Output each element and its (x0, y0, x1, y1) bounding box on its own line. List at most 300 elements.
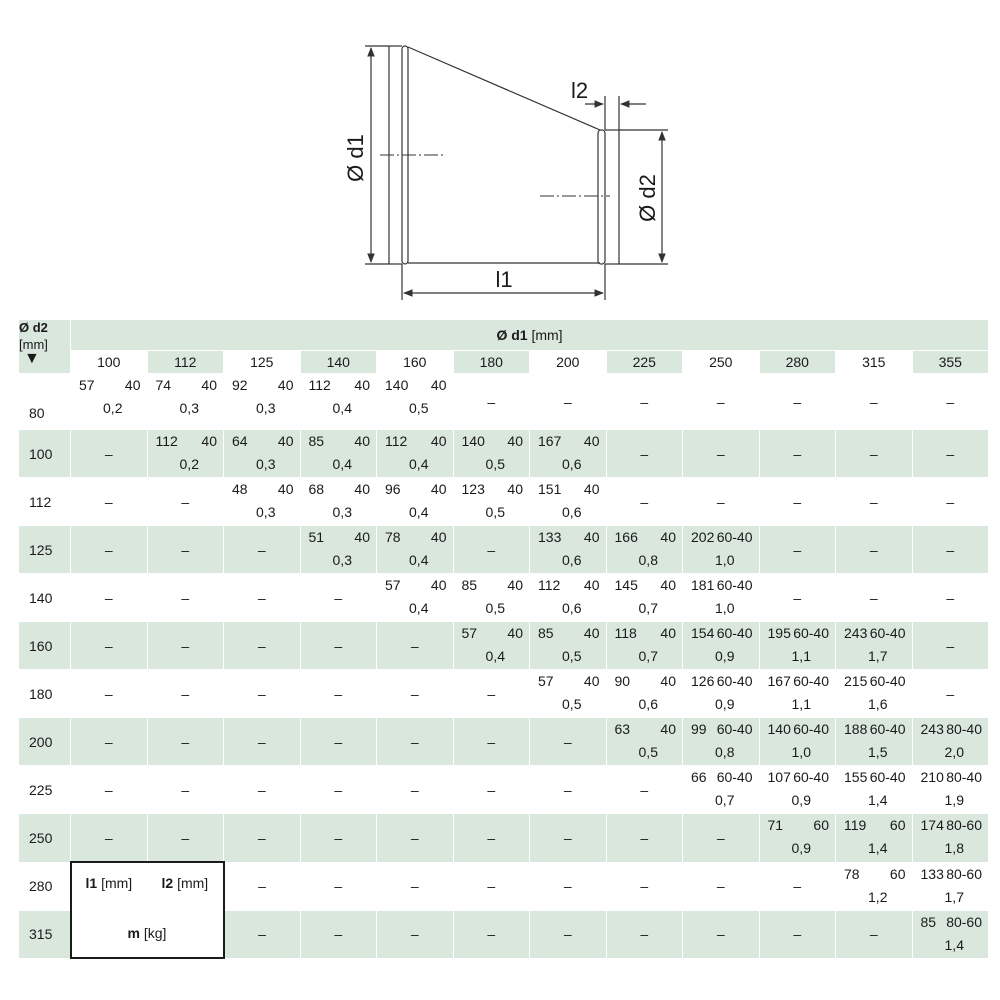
table-row (19, 374, 989, 430)
empty-cell: – (606, 910, 683, 958)
table-row (19, 862, 989, 910)
down-arrow-icon: ▼ (24, 350, 40, 367)
d2-row-label: 160 (19, 622, 71, 670)
d2-row-label: 315 (19, 910, 71, 958)
mass-value: 0,8 (638, 552, 658, 568)
empty-cell: – (683, 910, 760, 958)
l2-value: 60-40 (869, 625, 906, 641)
l2-value: 40 (430, 377, 447, 393)
d1-column-header: 112 (147, 351, 224, 374)
l1-value: 57 (385, 577, 401, 593)
legend-m: m [kg] (127, 925, 167, 941)
empty-cell: – (836, 430, 913, 478)
dimension-cell (759, 670, 836, 718)
table-row (19, 574, 989, 622)
empty-cell: – (606, 814, 683, 863)
dimension-cell (300, 478, 377, 526)
empty-cell: – (453, 910, 530, 958)
empty-cell: – (71, 430, 148, 478)
l1-value: 140 (385, 377, 409, 393)
mass-value: 0,6 (562, 504, 582, 520)
l2-value: 40 (507, 625, 523, 641)
table-row (19, 766, 989, 814)
l1-value: 85 (308, 433, 325, 449)
empty-cell: – (606, 478, 683, 526)
mass-value: 0,9 (715, 696, 735, 712)
l2-value: 40 (660, 577, 676, 593)
mass-value: 0,5 (485, 600, 505, 616)
empty-cell: – (453, 718, 530, 766)
empty-cell: – (147, 622, 224, 670)
dimension-cell (912, 814, 989, 863)
empty-cell: – (377, 766, 454, 814)
empty-cell: – (530, 718, 607, 766)
d2-row-label: 140 (19, 574, 71, 622)
mass-value: 0,6 (562, 600, 582, 616)
l1-value: 85 (538, 625, 554, 641)
empty-cell: – (224, 670, 301, 718)
table-row (19, 478, 989, 526)
l1-value: 57 (538, 673, 554, 689)
mass-value: 2,0 (944, 744, 964, 760)
mass-value: 1,7 (868, 648, 888, 664)
empty-cell: – (224, 910, 301, 958)
dimension-cell (836, 814, 913, 863)
l1-value: 92 (232, 377, 248, 393)
l1-value: 210 (920, 769, 944, 785)
l2-value: 60-40 (716, 577, 753, 593)
empty-cell: – (300, 766, 377, 814)
l1-value: 174 (920, 817, 944, 833)
d2-row-label: 80 (19, 374, 71, 430)
l1-value: 85 (920, 913, 937, 930)
dimension-cell (377, 374, 454, 430)
dimension-cell (530, 478, 607, 526)
empty-cell: – (759, 862, 836, 910)
empty-cell: – (606, 766, 683, 814)
d1-column-header: 100 (71, 351, 148, 374)
empty-cell: – (683, 430, 760, 478)
l2-value: 40 (583, 625, 600, 641)
empty-cell: – (147, 478, 224, 526)
d2-row-label: 225 (19, 766, 71, 814)
mass-value: 0,5 (638, 744, 658, 760)
dimension-cell (377, 574, 454, 622)
dimension-cell (530, 430, 607, 478)
dimension-cell (147, 374, 224, 430)
l1-value: 57 (461, 625, 478, 641)
mass-value: 0,5 (409, 400, 429, 416)
mass-value: 1,8 (944, 840, 964, 856)
l2-value: 40 (277, 481, 294, 497)
empty-cell: – (300, 910, 377, 958)
dimension-cell (606, 622, 683, 670)
empty-cell: – (912, 622, 989, 670)
l2-value: 60-40 (793, 625, 829, 641)
l2-value: 60-40 (716, 529, 753, 545)
mass-value: 0,5 (485, 456, 505, 472)
d1-column-header: 280 (759, 351, 836, 374)
mass-value: 0,3 (332, 552, 352, 568)
l2-value: 60-40 (869, 673, 906, 689)
table-row (19, 814, 989, 863)
mass-value: 0,9 (791, 840, 811, 856)
l2-value: 60-40 (869, 769, 906, 785)
mass-value: 0,8 (715, 744, 735, 760)
l2-value: 40 (660, 673, 676, 689)
d2-row-label: 280 (19, 862, 71, 910)
empty-cell: – (300, 814, 377, 863)
small-end-flange (598, 130, 605, 264)
empty-cell: – (71, 670, 148, 718)
empty-cell: – (759, 526, 836, 574)
mass-value: 0,4 (409, 600, 429, 616)
l2-value: 80-40 (946, 769, 982, 785)
l1-value: 145 (614, 577, 638, 593)
reducer-drawing (0, 0, 1000, 300)
empty-cell: – (377, 862, 454, 910)
dimension-cell (300, 430, 377, 478)
empty-cell: – (377, 814, 454, 863)
mass-value: 0,3 (179, 400, 199, 416)
dimension-cell (377, 430, 454, 478)
dimension-cell (300, 374, 377, 430)
mass-value: 0,4 (332, 400, 352, 416)
d2-row-label: 100 (19, 430, 71, 478)
dimension-cell (453, 478, 530, 526)
l1-value: 99 (691, 721, 707, 737)
l2-value: 40 (354, 433, 370, 449)
d2-row-label: 200 (19, 718, 71, 766)
d2-header: Ø d2 [mm] ▼ (19, 320, 71, 374)
l1-value: 51 (308, 529, 325, 545)
empty-cell: – (71, 814, 148, 863)
d1-label: Ø d1 (343, 134, 368, 182)
l1-value: 140 (461, 433, 485, 449)
l1-value: 155 (844, 769, 868, 785)
dimension-cell (453, 622, 530, 670)
dimension-cell (759, 622, 836, 670)
l1-value: 57 (79, 377, 95, 393)
empty-cell: – (147, 670, 224, 718)
l1-value: 151 (538, 481, 562, 497)
empty-cell: – (377, 718, 454, 766)
l1-value: 90 (614, 673, 631, 689)
empty-cell: – (71, 622, 148, 670)
empty-cell: – (836, 910, 913, 958)
mass-value: 0,3 (256, 504, 276, 520)
mass-value: 1,0 (791, 744, 811, 760)
dimension-cell (530, 670, 607, 718)
l2-value: 40 (201, 377, 217, 393)
empty-cell: – (147, 814, 224, 863)
mass-value: 0,6 (638, 696, 658, 712)
empty-cell: – (836, 478, 913, 526)
l2-value: 60-40 (716, 673, 753, 689)
empty-cell: – (606, 374, 683, 430)
l2-value: 60-40 (716, 625, 753, 641)
dimension-cell (683, 526, 760, 574)
dimension-cell (683, 670, 760, 718)
mass-value: 0,4 (409, 552, 429, 568)
empty-cell: – (759, 910, 836, 958)
empty-cell: – (453, 670, 530, 718)
empty-cell: – (224, 766, 301, 814)
empty-cell: – (224, 622, 301, 670)
empty-cell: – (912, 430, 989, 478)
empty-cell: – (836, 574, 913, 622)
empty-cell: – (224, 718, 301, 766)
legend-l2: l2 [mm] (161, 875, 209, 891)
d1-column-header: 125 (224, 351, 301, 374)
empty-cell: – (71, 526, 148, 574)
l1-value: 74 (155, 377, 172, 393)
mass-value: 0,3 (256, 456, 276, 472)
dimension-cell (224, 430, 301, 478)
dimension-cell (224, 374, 301, 430)
mass-value: 0,2 (179, 456, 199, 472)
empty-cell: – (71, 478, 148, 526)
table-row (19, 430, 989, 478)
dimension-cell (71, 374, 148, 430)
mass-value: 1,2 (868, 888, 888, 905)
l1-value: 140 (767, 721, 791, 737)
l2-value: 60-40 (869, 721, 906, 737)
l1-value: 85 (461, 577, 478, 593)
l2-value: 40 (507, 577, 523, 593)
empty-cell: – (224, 814, 301, 863)
dimension-cell (759, 814, 836, 863)
l2-value: 80-40 (946, 721, 982, 737)
l2-value: 40 (430, 577, 447, 593)
mass-value: 0,4 (409, 456, 429, 472)
dimension-cell (453, 430, 530, 478)
d1-column-header: 225 (606, 351, 683, 374)
mass-value: 1,1 (791, 648, 811, 664)
dimension-cell (683, 718, 760, 766)
empty-cell: – (224, 862, 301, 910)
empty-cell: – (683, 478, 760, 526)
dimension-cell (147, 430, 224, 478)
dimension-cell (683, 766, 760, 814)
empty-cell: – (300, 622, 377, 670)
l2-value: 40 (660, 721, 676, 737)
dimension-cell (606, 670, 683, 718)
empty-cell: – (453, 766, 530, 814)
dimension-cell (836, 622, 913, 670)
empty-cell: – (759, 374, 836, 430)
d2-row-label: 125 (19, 526, 71, 574)
empty-cell: – (71, 766, 148, 814)
legend-box (71, 862, 224, 958)
l1-value: 112 (385, 433, 408, 449)
empty-cell: – (224, 526, 301, 574)
d1-column-header: 315 (836, 351, 913, 374)
l1-value: 167 (767, 673, 791, 689)
l2-value: 80-60 (946, 817, 982, 833)
empty-cell: – (530, 910, 607, 958)
dimension-cell (759, 718, 836, 766)
legend-l1: l1 [mm] (85, 875, 133, 891)
dimension-cell (377, 526, 454, 574)
l2-value: 40 (124, 377, 141, 393)
dimension-cell (606, 526, 683, 574)
l2-label: l2 (571, 78, 589, 103)
mass-value: 0,5 (562, 648, 582, 664)
d1-column-header: 160 (377, 351, 454, 374)
dimension-cell (759, 766, 836, 814)
l2-value: 40 (354, 481, 370, 497)
empty-cell: – (912, 670, 989, 718)
l1-value: 188 (844, 721, 868, 737)
l1-value: 243 (920, 721, 944, 737)
mass-value: 0,7 (715, 792, 735, 808)
dimension-cell (377, 478, 454, 526)
mass-value: 1,0 (715, 552, 735, 568)
mass-value: 0,5 (485, 504, 505, 520)
d1-column-header: 250 (683, 351, 760, 374)
empty-cell: – (912, 478, 989, 526)
empty-cell: – (453, 526, 530, 574)
empty-cell: – (912, 374, 989, 430)
table-row (19, 670, 989, 718)
mass-value: 0,9 (791, 792, 811, 808)
empty-cell: – (759, 478, 836, 526)
l1-value: 123 (461, 481, 485, 497)
empty-cell: – (147, 718, 224, 766)
l1-value: 48 (232, 481, 248, 497)
l1-value: 118 (614, 625, 637, 641)
l1-value: 195 (767, 625, 791, 641)
l1-value: 112 (308, 377, 331, 393)
l2-value: 40 (354, 377, 370, 393)
dimension-cell (530, 574, 607, 622)
l1-value: 107 (767, 769, 791, 785)
mass-value: 0,4 (409, 504, 429, 520)
dimension-cell (683, 574, 760, 622)
empty-cell: – (377, 670, 454, 718)
l1-value: 68 (308, 481, 325, 497)
l2-value: 40 (507, 433, 523, 449)
dimension-cell (912, 718, 989, 766)
l2-value: 60 (813, 817, 829, 833)
empty-cell: – (71, 718, 148, 766)
l2-value: 60 (889, 865, 906, 882)
d2-unit: [mm] (19, 337, 48, 352)
d1-column-header: 140 (300, 351, 377, 374)
l2-value: 60-40 (716, 769, 753, 785)
empty-cell: – (606, 862, 683, 910)
mass-value: 1,1 (791, 696, 811, 712)
d2-row-label: 112 (19, 478, 71, 526)
empty-cell: – (377, 622, 454, 670)
d2-label: Ø d2 (635, 174, 660, 222)
empty-cell: – (683, 814, 760, 863)
l2-value: 60-40 (716, 721, 753, 737)
table-row (19, 622, 989, 670)
l2-value: 40 (583, 673, 600, 689)
empty-cell: – (453, 814, 530, 863)
l2-value: 40 (201, 433, 217, 449)
empty-cell: – (300, 862, 377, 910)
l1-value: 133 (920, 865, 944, 882)
dimension-cell (836, 718, 913, 766)
l2-value: 40 (660, 625, 676, 641)
l1-value: 66 (691, 769, 707, 785)
l2-value: 80-60 (946, 865, 982, 882)
l2-value: 40 (583, 577, 600, 593)
mass-value: 1,4 (868, 840, 888, 856)
dimension-cell (606, 574, 683, 622)
d2-row-label: 180 (19, 670, 71, 718)
empty-cell: – (300, 718, 377, 766)
l2-value: 40 (583, 529, 600, 545)
l1-value: 112 (538, 577, 561, 593)
mass-value: 1,0 (715, 600, 735, 616)
l1-value: 64 (232, 433, 248, 449)
l2-value: 40 (660, 529, 676, 545)
empty-cell: – (759, 574, 836, 622)
mass-value: 1,9 (944, 792, 964, 808)
l1-value: 78 (844, 865, 860, 882)
empty-cell: – (530, 862, 607, 910)
mass-value: 0,4 (332, 456, 352, 472)
l2-value: 40 (583, 481, 600, 497)
empty-cell: – (912, 526, 989, 574)
mass-value: 0,7 (638, 600, 658, 616)
l1-value: 63 (614, 721, 631, 737)
dimension-cell (836, 766, 913, 814)
dimension-cell (606, 718, 683, 766)
empty-cell: – (912, 574, 989, 622)
dimension-cell (912, 862, 989, 910)
dimension-cell (683, 622, 760, 670)
l2-value: 40 (277, 377, 294, 393)
dimension-cell (224, 478, 301, 526)
empty-cell: – (453, 374, 530, 430)
mass-value: 0,6 (562, 552, 582, 568)
empty-cell: – (224, 574, 301, 622)
dimension-cell (300, 526, 377, 574)
table-row (19, 526, 989, 574)
l2-value: 60-40 (793, 721, 829, 737)
l1-value: 166 (614, 529, 638, 545)
table-row (19, 718, 989, 766)
empty-cell: – (453, 862, 530, 910)
mass-value: 0,6 (562, 456, 582, 472)
mass-value: 1,4 (944, 936, 964, 953)
mass-value: 0,3 (332, 504, 352, 520)
l1-value: 215 (844, 673, 868, 689)
d1-header: Ø d1 [mm] (71, 320, 989, 351)
empty-cell: – (377, 910, 454, 958)
l1-label: l1 (495, 267, 513, 292)
d1-column-header: 180 (453, 351, 530, 374)
l2-value: 40 (583, 433, 600, 449)
mass-value: 1,6 (868, 696, 888, 712)
l1-value: 133 (538, 529, 562, 545)
empty-cell: – (300, 574, 377, 622)
l2-value: 40 (277, 433, 294, 449)
mass-value: 1,4 (868, 792, 888, 808)
l2-value: 60-40 (793, 673, 829, 689)
mass-value: 0,9 (715, 648, 735, 664)
mass-value: 0,4 (485, 648, 505, 664)
l2-value: 60-40 (793, 769, 829, 785)
d2-row-label: 250 (19, 814, 71, 863)
l1-value: 243 (844, 625, 868, 641)
l1-value: 78 (385, 529, 401, 545)
